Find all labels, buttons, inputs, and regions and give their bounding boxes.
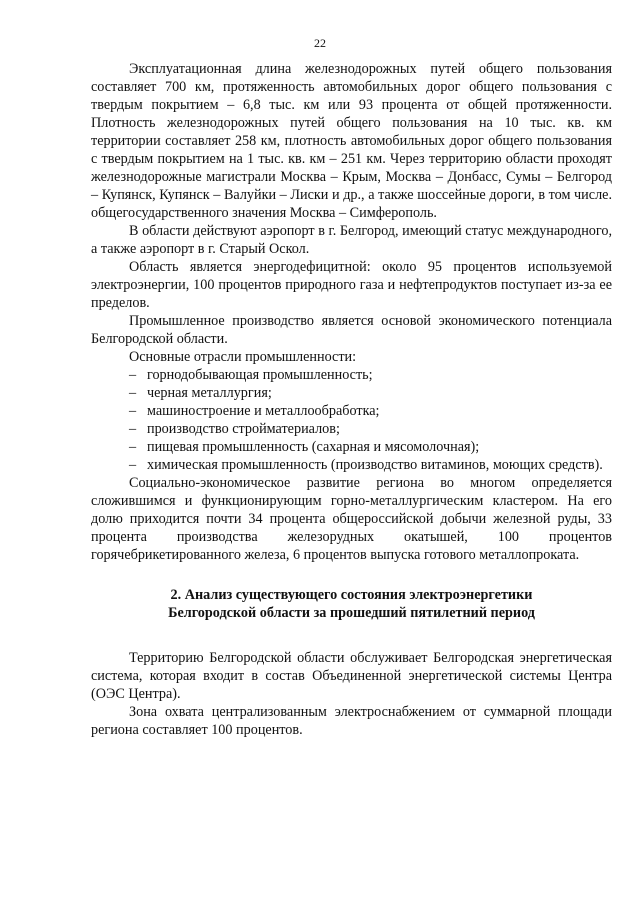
- dash-marker: –: [129, 403, 137, 419]
- paragraph-cluster: Социально-экономическое развитие региона во многом определяется сложившимся и функционирующим горно-металлургическим кластером. На его долю приходится почти 34 процента общероссийской добычи железной руды, 33 процента производства железорудных окатышей, 100 процентов горячебрикетированного железа, 6 процентов выпуска готового металлопроката.: [91, 475, 612, 563]
- dash-marker: –: [129, 457, 137, 473]
- dash-marker: –: [129, 385, 137, 401]
- document-body: [91, 60, 612, 739]
- paragraph-coverage: Зона охвата централизованным электроснабжением от суммарной площади региона составляет 100 процентов.: [91, 704, 612, 738]
- list-item: [91, 420, 612, 438]
- section-heading-line: 2. Анализ существующего состояния электроэнергетики: [170, 587, 533, 603]
- paragraph-energy-deficit: Область является энергодефицитной: около 95 процентов используемой электроэнергии, 100 процентов природного газа и нефтепродуктов поступает из-за ее пределов.: [91, 259, 612, 311]
- page-number: 22: [314, 36, 326, 50]
- dash-marker: –: [129, 367, 137, 383]
- paragraph-airports: В области действуют аэропорт в г. Белгород, имеющий статус международного, а также аэропорт в г. Старый Оскол.: [91, 223, 612, 257]
- list-item-text: пищевая промышленность (сахарная и мясомолочная);: [147, 439, 480, 455]
- list-item-text: машиностроение и металлообработка;: [147, 403, 380, 419]
- section-heading: [91, 586, 612, 622]
- list-item-text: производство стройматериалов;: [147, 421, 340, 437]
- list-item-text: химическая промышленность (производство витаминов, моющих средств).: [147, 457, 603, 473]
- paragraph-transport: Эксплуатационная длина железнодорожных путей общего пользования составляет 700 км, протяженность автомобильных дорог общего пользования с твердым покрытием – 6,8 тыс. км или 93 процента от общей протяженности. Плотность железнодорожных путей общего пользования на 10 тыс. кв. км территории составляет 258 км, плотность автомобильных дорог общего пользования с твердым покрытием на 1 тыс. кв. км – 251 км. Через территорию области проходят железнодорожные магистрали Москва – Крым, Москва – Донбасс, Сумы – Белгород – Купянск, Купянск – Валуйки – Лиски и др., а также шоссейные дороги, в том числе. общегосударственного значения Москва – Симферополь.: [91, 61, 612, 221]
- list-item: [91, 438, 612, 456]
- list-item-text: горнодобывающая промышленность;: [147, 367, 373, 383]
- industries-list: [91, 366, 612, 474]
- section-heading-line: Белгородской области за прошедший пятилетний период: [168, 605, 535, 621]
- paragraph-industry: Промышленное производство является основой экономического потенциала Белгородской области.: [91, 313, 612, 347]
- list-item: [91, 366, 612, 384]
- list-item: [91, 384, 612, 402]
- paragraph-energy-system: Территорию Белгородской области обслуживает Белгородская энергетическая система, которая входит в состав Объединенной энергетической системы Центра (ОЭС Центра).: [91, 650, 612, 702]
- list-item: [91, 456, 612, 474]
- list-item: [91, 402, 612, 420]
- paragraph-industries-intro: Основные отрасли промышленности:: [129, 349, 357, 365]
- dash-marker: –: [129, 421, 137, 437]
- list-item-text: черная металлургия;: [147, 385, 272, 401]
- dash-marker: –: [129, 439, 137, 455]
